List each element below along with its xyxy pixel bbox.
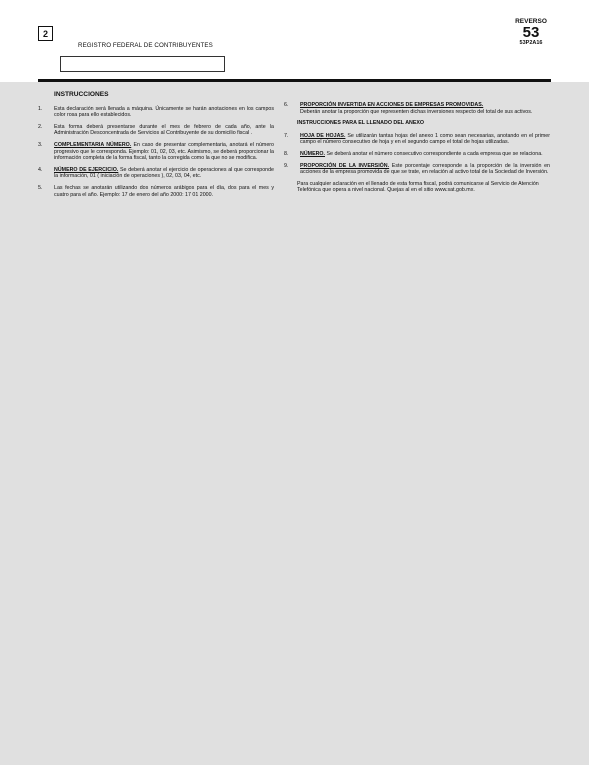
- item-number: 4.: [38, 166, 43, 173]
- item-title: PROPORCIÓN DE LA INVERSIÓN.: [300, 162, 390, 169]
- instruction-item: [38, 106, 274, 119]
- instruction-item: [38, 167, 274, 180]
- form-code: 53P2A16: [519, 40, 543, 46]
- rfc-input[interactable]: [60, 56, 225, 72]
- item-text: Se deberá anotar el número consecutivo correspondiente a cada empresa que se relaciona.: [325, 150, 543, 157]
- instructions-heading: INSTRUCCIONES: [54, 91, 109, 98]
- item-number: 6.: [284, 102, 289, 108]
- contact-note: Para cualquier aclaración en el llenado de esta forma fiscal, podrá comunicarse al Servicio de Atención Telefónica que opera a nivel nacional. Quejas al en el sitio www.sat.gob.mx.: [297, 180, 539, 194]
- form-id-block: [511, 18, 551, 46]
- instruction-item: [284, 102, 550, 115]
- instruction-item: [38, 185, 274, 198]
- item-number: 7.: [284, 132, 289, 139]
- item-title: NÚMERO.: [300, 150, 326, 157]
- item-text: Esta declaración será llenada a máquina. Únicamente se harán anotaciones en los campos color rosa para ello establecidos.: [54, 105, 274, 119]
- page-number: 2: [42, 28, 48, 39]
- item-title: NÚMERO DE EJERCICIO.: [54, 166, 119, 173]
- instruction-item: [38, 124, 274, 137]
- item-title: PROPORCIÓN INVERTIDA EN ACCIONES DE EMPRESAS PROMOVIDAS.: [300, 102, 484, 108]
- item-number: 3.: [38, 141, 43, 148]
- instructions-area: [0, 82, 589, 765]
- instruction-item: [284, 133, 550, 146]
- item-number: 9.: [284, 162, 289, 169]
- item-number: 5.: [38, 184, 43, 191]
- instruction-item: [284, 163, 550, 176]
- item-number: 8.: [284, 150, 289, 157]
- item-title: HOJA DE HOJAS.: [300, 132, 346, 139]
- item-number: 2.: [38, 123, 43, 130]
- annex-heading: INSTRUCCIONES PARA EL LLENADO DEL ANEXO: [297, 120, 425, 127]
- item-text: Este porcentaje corresponde a la proporción de la inversión en acciones de la empresa promovida de que se trate, en relación al activo total de la Sociedad de Inversión.: [300, 162, 550, 176]
- item-title: COMPLEMENTARIA NÚMERO.: [54, 141, 132, 148]
- reverso-label: REVERSO: [515, 18, 547, 25]
- form-number: 53: [522, 24, 540, 41]
- item-text: En caso de presentar complementaria, anotará el número progresivo que le corresponda. Ejemplo: 01, 02, 03, etc. Asimismo, se deberá proporcionar la información completa de la forma fiscal, tanto la corregida como la que no se modifica.: [54, 141, 274, 162]
- item-text: Se utilizarán tantas hojas del anexo 1 como sean necesarias, anotando en el primer campo el número consecutivo de hoja y en el segundo campo el total de hojas utilizadas.: [300, 132, 550, 146]
- page-number-box: [38, 26, 53, 41]
- left-column: [38, 92, 274, 203]
- rfc-label: REGISTRO FEDERAL DE CONTRIBUYENTES: [78, 42, 213, 49]
- instruction-item: [38, 142, 274, 162]
- item-text: Las fechas se anotarán utilizando dos números arábigos para el día, dos para el mes y cuatro para el año. Ejemplo: 17 de enero del año 2000: 17 01 2000.: [54, 184, 274, 198]
- right-column: [284, 102, 550, 194]
- item-number: 1.: [38, 105, 43, 112]
- item-text: Deberán anotar la proporción que representen dichas inversiones respecto del total de sus activos.: [300, 108, 533, 115]
- item-text: Esta forma deberá presentarse durante el mes de febrero de cada año, ante la Administración Desconcentrada de Servicios al Contribuyente de su domicilio fiscal .: [54, 123, 274, 137]
- item-text: Se deberá anotar el ejercicio de operaciones al que corresponde la información, 01 ( iniciación de operaciones ), 02, 03, 04, etc.: [54, 166, 274, 180]
- instruction-item: [284, 151, 550, 158]
